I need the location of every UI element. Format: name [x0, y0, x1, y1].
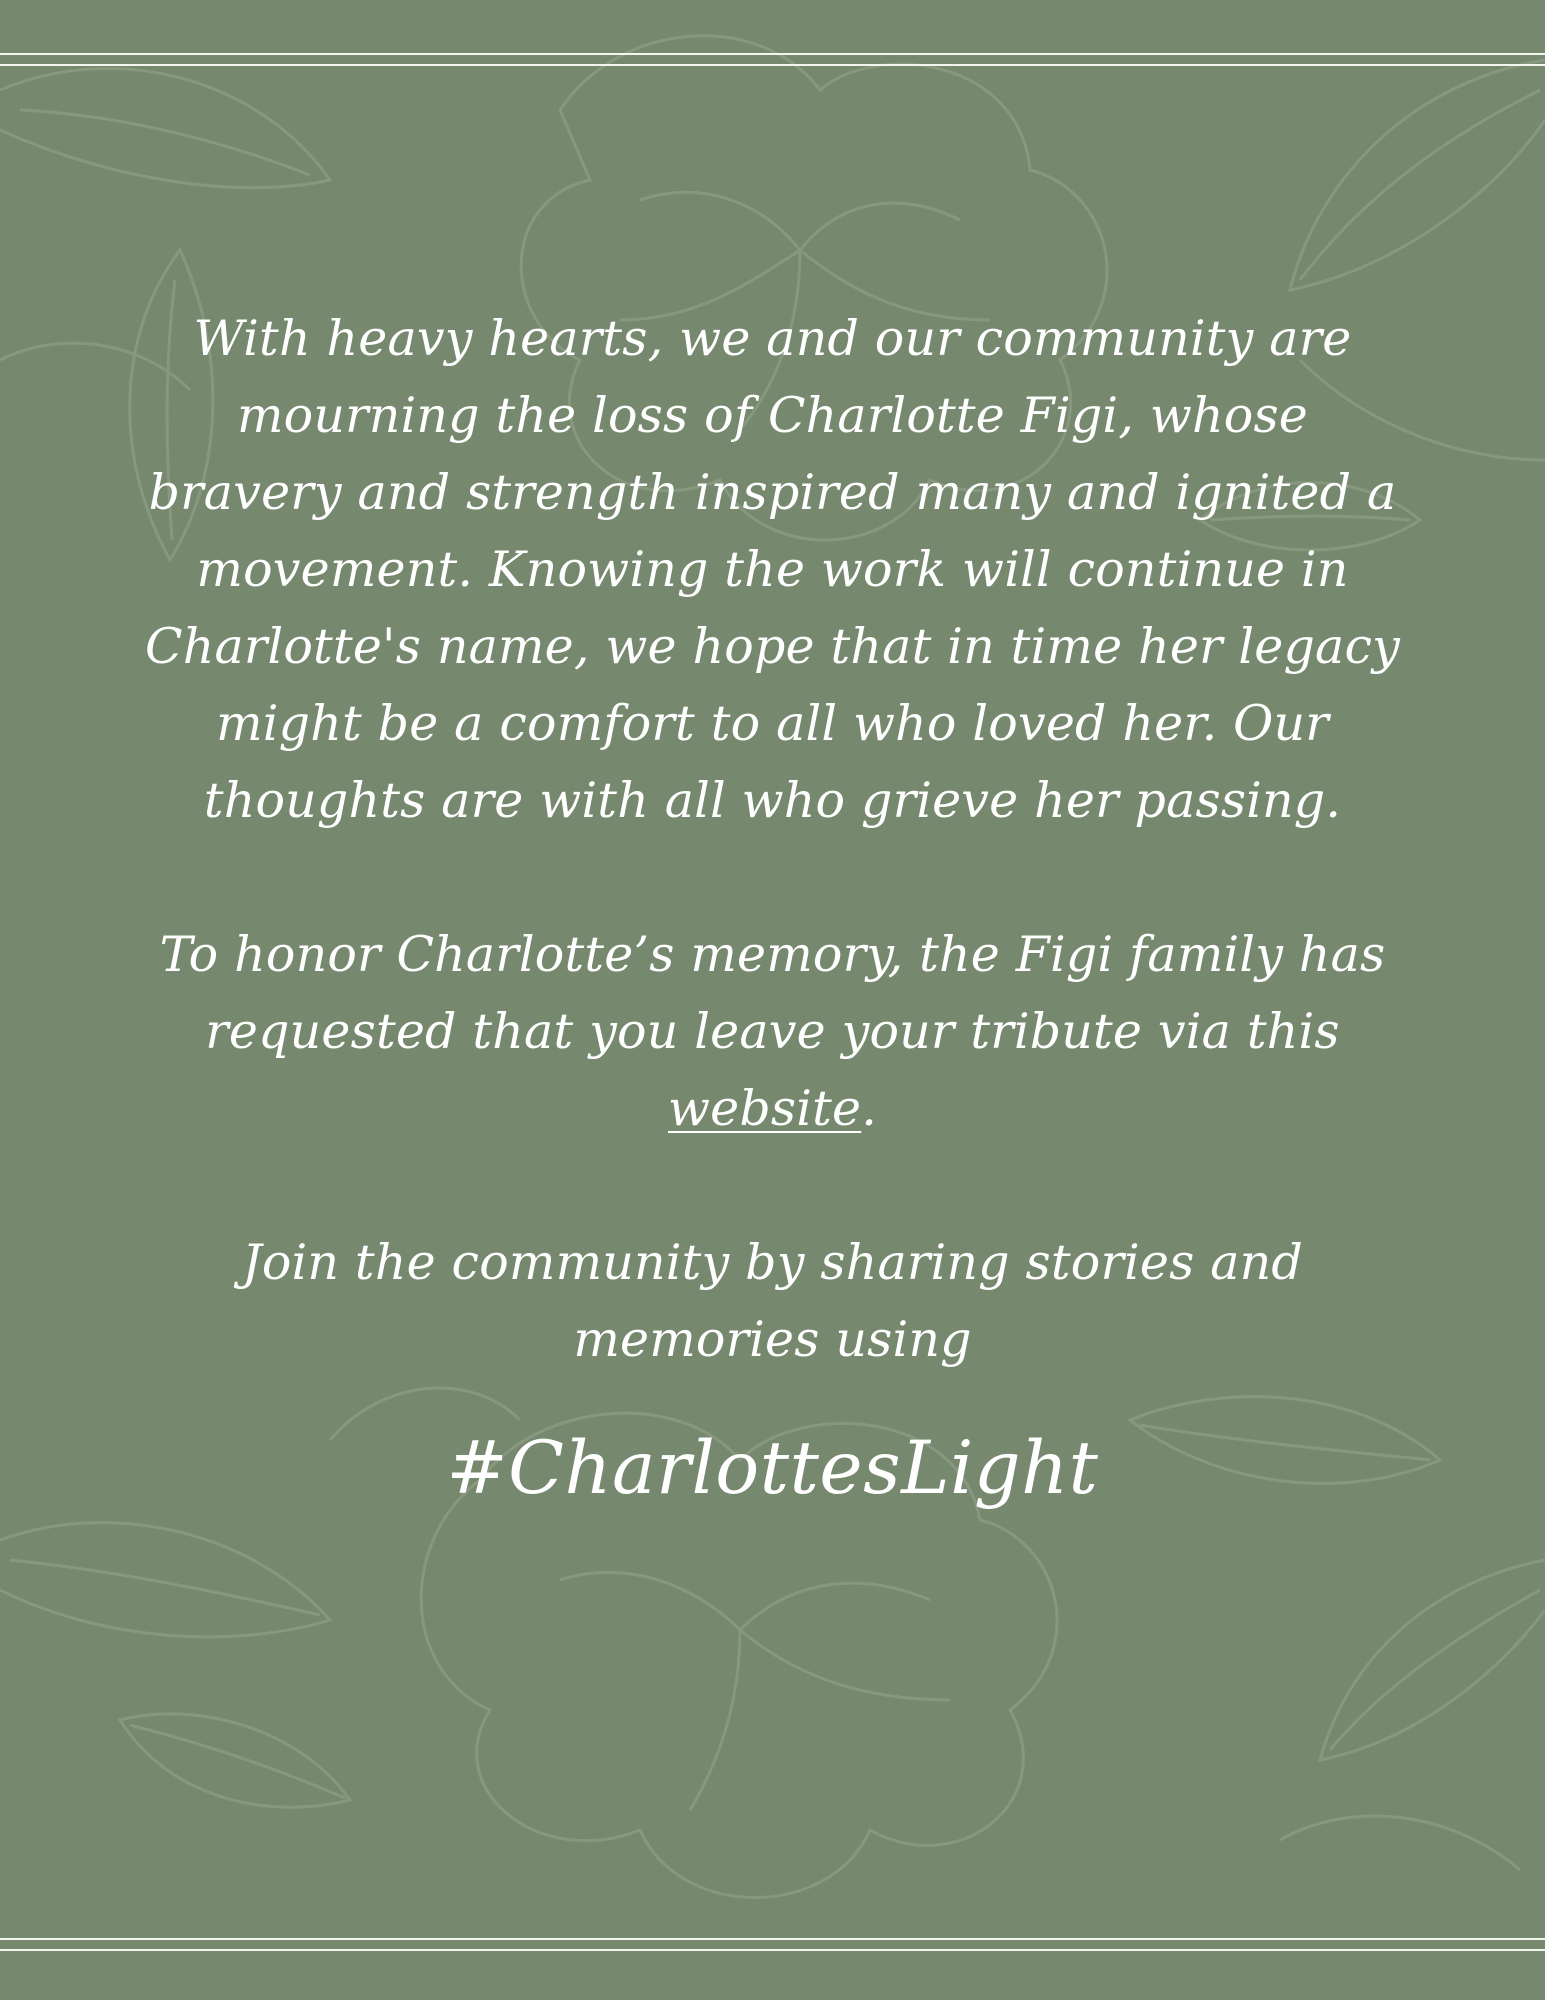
tribute-paragraph: With heavy hearts, we and our community are mourning the loss of Charlotte Figi, whose bravery and strength inspired many and ignited a movement. Knowing the work will continue in Charlotte's name, we hope that in time her legacy might be a comfort to all who loved her. Our thoughts are with all who grieve her passing. — [145, 310, 1400, 829]
bottom-border-line — [0, 1938, 1545, 1940]
website-request-text: To honor Charlotte’s memory, the Figi family has requested that you leave your tribute via this — [159, 926, 1386, 1060]
community-paragraph: Join the community by sharing stories and memories using — [241, 1234, 1303, 1368]
hashtag: #CharlottesLight — [446, 1426, 1099, 1511]
top-border-line — [0, 53, 1545, 55]
bottom-border-line — [0, 1949, 1545, 1951]
website-link[interactable]: website — [668, 1080, 862, 1137]
website-request-end: . — [861, 1080, 877, 1137]
memorial-message — [140, 300, 1405, 1519]
top-border-line — [0, 64, 1545, 66]
website-request-paragraph — [140, 916, 1405, 1147]
